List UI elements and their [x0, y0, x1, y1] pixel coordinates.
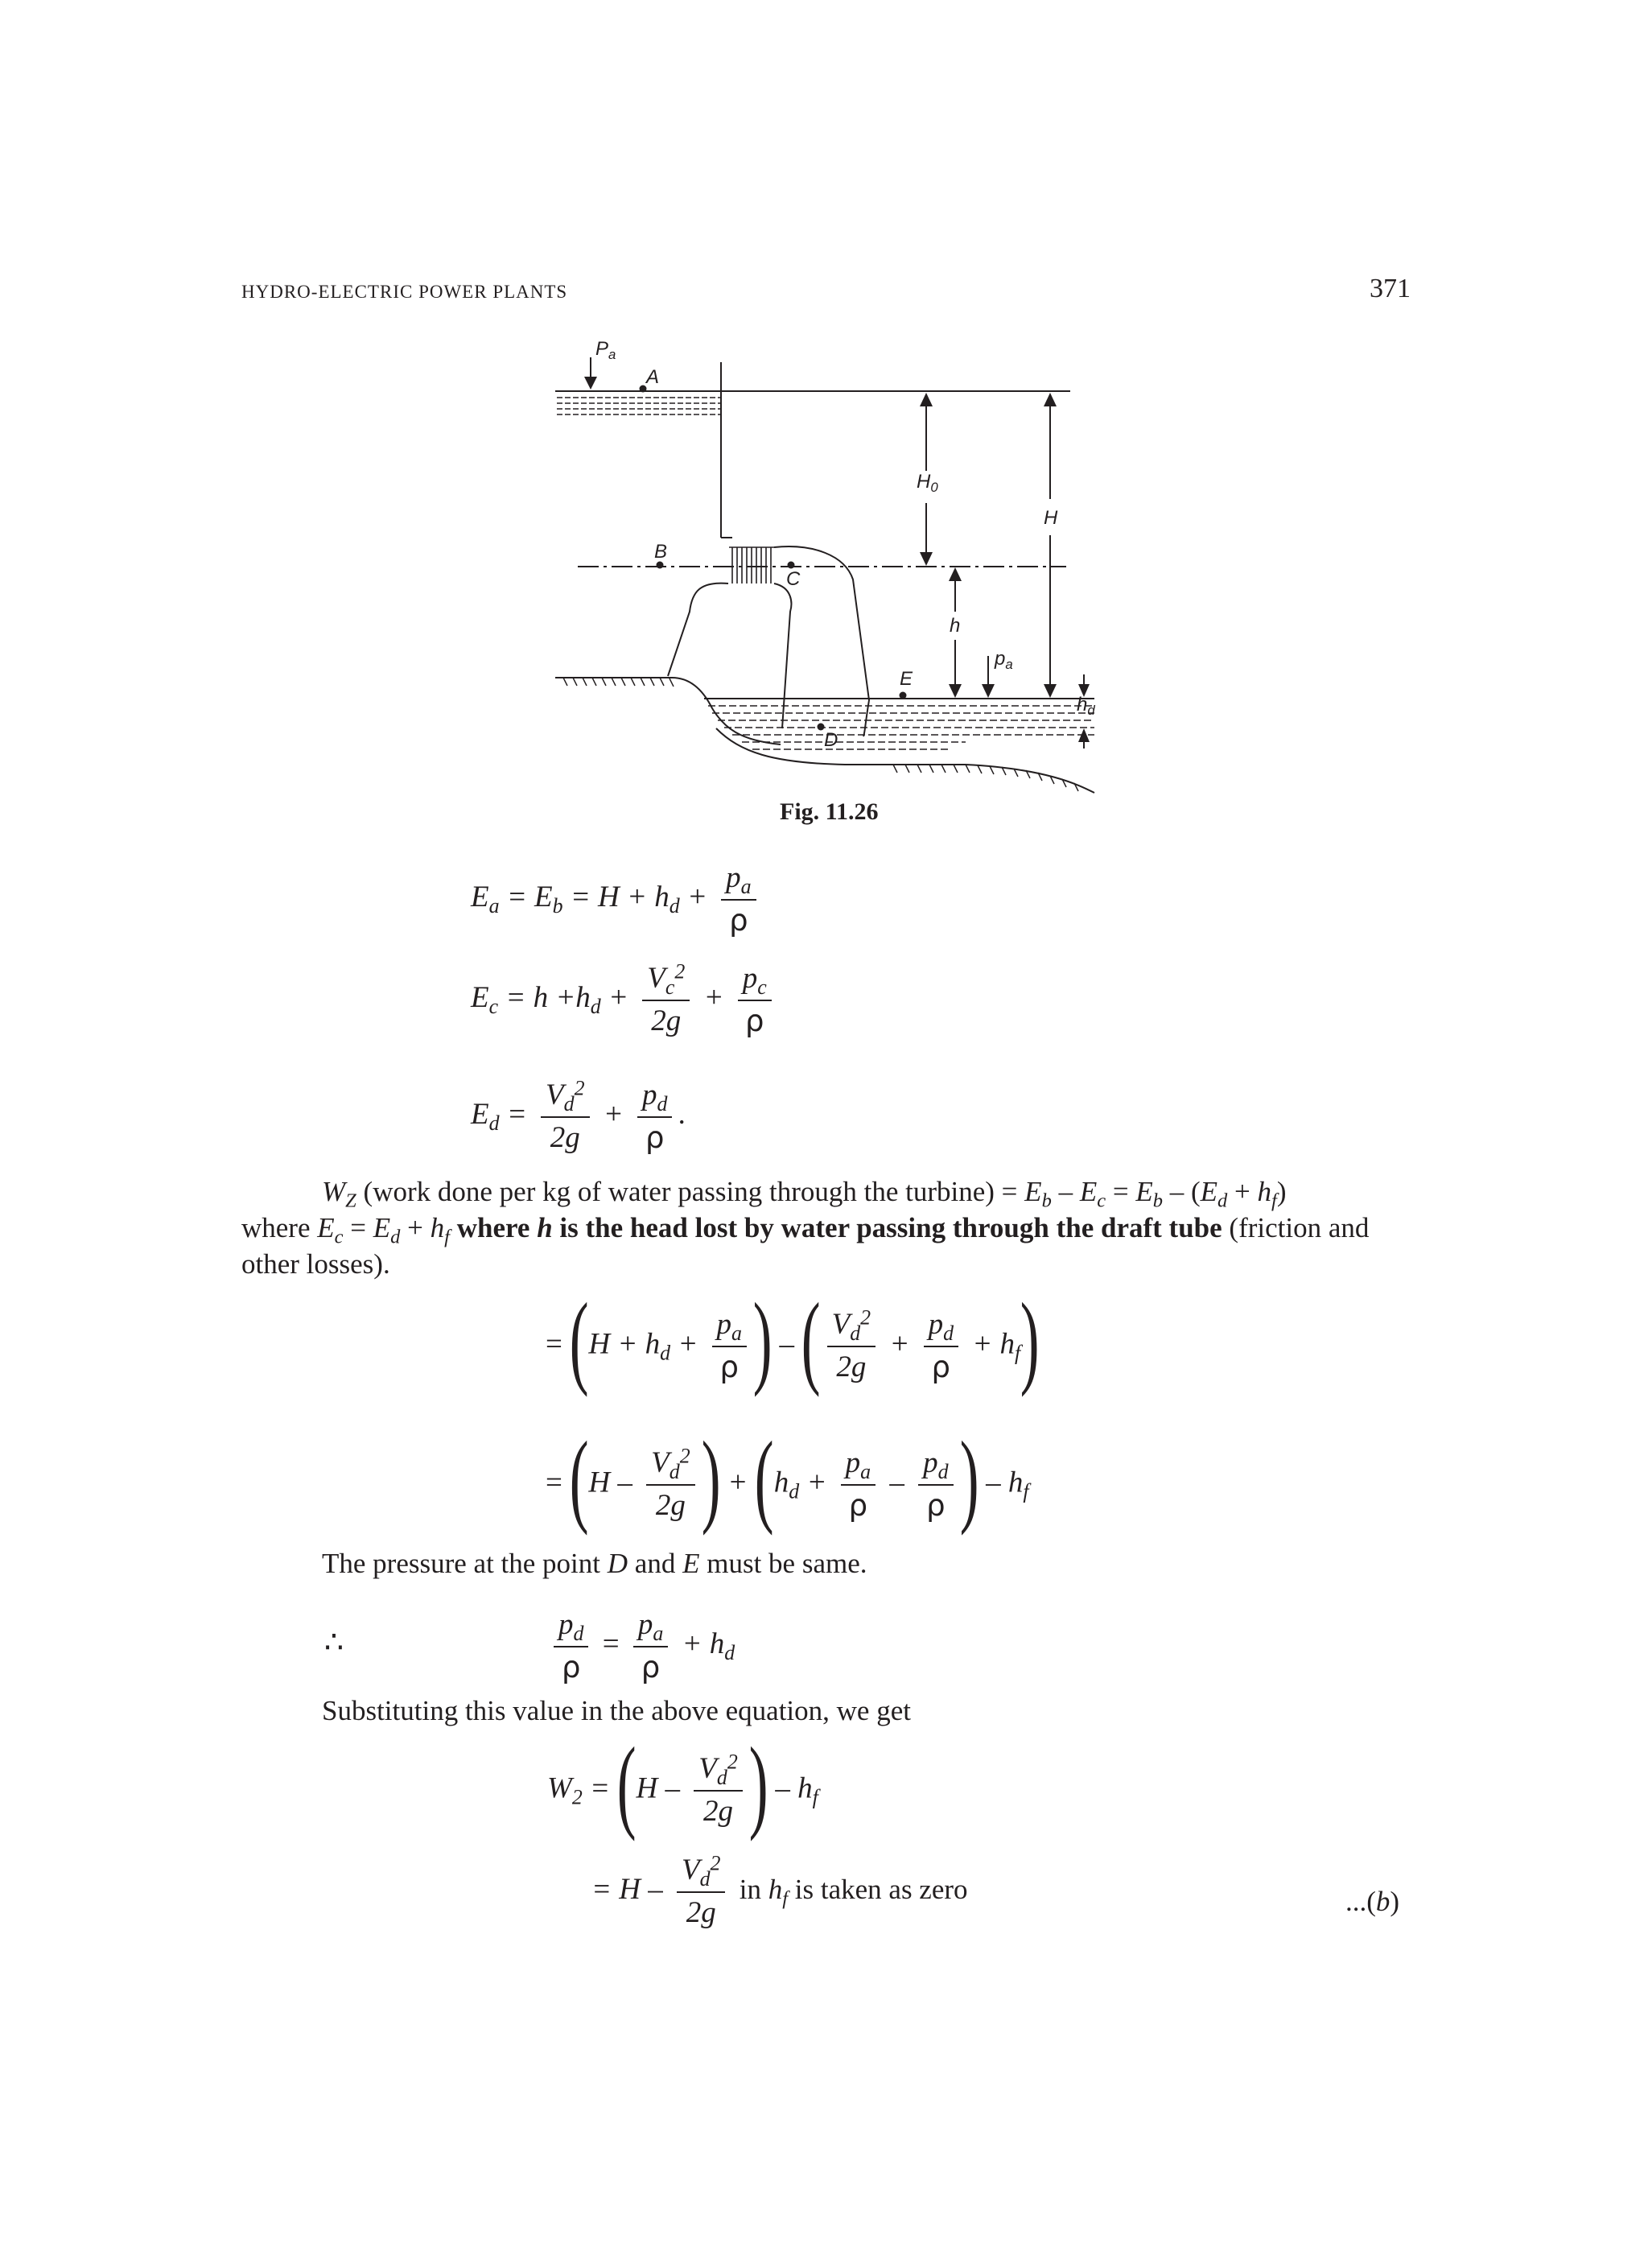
therefore-symbol: ∴	[324, 1624, 344, 1660]
pressure-same-line: The pressure at the point D and E must be same.	[322, 1548, 867, 1579]
label-point-a: A	[646, 366, 660, 388]
equation-ed: $E_d$ = $\frac{V_d^2}{2g}$ + $\frac{p_d}{\rho}$ .	[471, 1076, 686, 1155]
running-title: HYDRO-ELECTRIC POWER PLANTS	[241, 282, 568, 302]
page-number: 371	[1370, 274, 1411, 303]
pressure-equation: $\frac{p_d}{\rho}$ = $\frac{p_a}{\rho}$ + $h_d$	[547, 1608, 735, 1685]
figure-caption: Fig. 11.26	[780, 798, 879, 825]
work-done-line: $W_Z$ (work done per kg of water passing through the turbine) = $E_b - E_c = E_b - (E_d + h_f)$	[322, 1176, 1287, 1212]
label-pa-right: $p_a$	[995, 648, 1013, 673]
final-equation: = H – $\frac{V_d^2}{2g}$ in $h_f$ is taken as zero	[591, 1851, 968, 1929]
equation-ea: $E_a = E_b = H + h_d$ + $\frac{p_a}{\rho}$	[471, 861, 763, 938]
label-point-e: E	[900, 668, 913, 690]
where-line: where $E_c = E_d + h_f$ where h is the head lost by water passing through the draft tube (friction and	[241, 1212, 1370, 1248]
where-line-continued: other losses).	[241, 1248, 390, 1280]
w2-equation: $W_2 = (H$ – $\frac{V_d^2}{2g}$ ) – $h_f$	[547, 1726, 818, 1842]
derivation-line-2: = (H – $\frac{V_d^2}{2g}$ ) + ($h_d$ + $\frac{p_a}{\rho}$ – $\frac{p_d}{\rho}$ ) – $h_f$	[546, 1421, 1029, 1536]
label-hd: $h_d$	[1077, 694, 1095, 719]
equation-tag-b: ...(b)	[1345, 1886, 1400, 1917]
equation-ec: $E_c = h +h_d$ + $\frac{V_c^2}{2g}$ + $\frac{p_c}{\rho}$	[471, 962, 778, 1038]
substituting-line: Substituting this value in the above equation, we get	[322, 1695, 911, 1726]
label-h-small: h	[950, 615, 961, 637]
label-h-total: H	[1044, 507, 1058, 529]
label-point-d: D	[824, 729, 838, 751]
label-point-b: B	[654, 541, 668, 563]
derivation-line-1: = ($H + h_d$ + $\frac{p_a}{\rho}$ ) – ( $\frac{V_d^2}{2g}$ + $\frac{p_d}{\rho}$ + $h_f$)	[546, 1282, 1040, 1398]
label-pa-top: $P_a$	[595, 338, 616, 363]
label-point-c: C	[786, 568, 801, 590]
label-h0: $H_0$	[917, 471, 938, 496]
